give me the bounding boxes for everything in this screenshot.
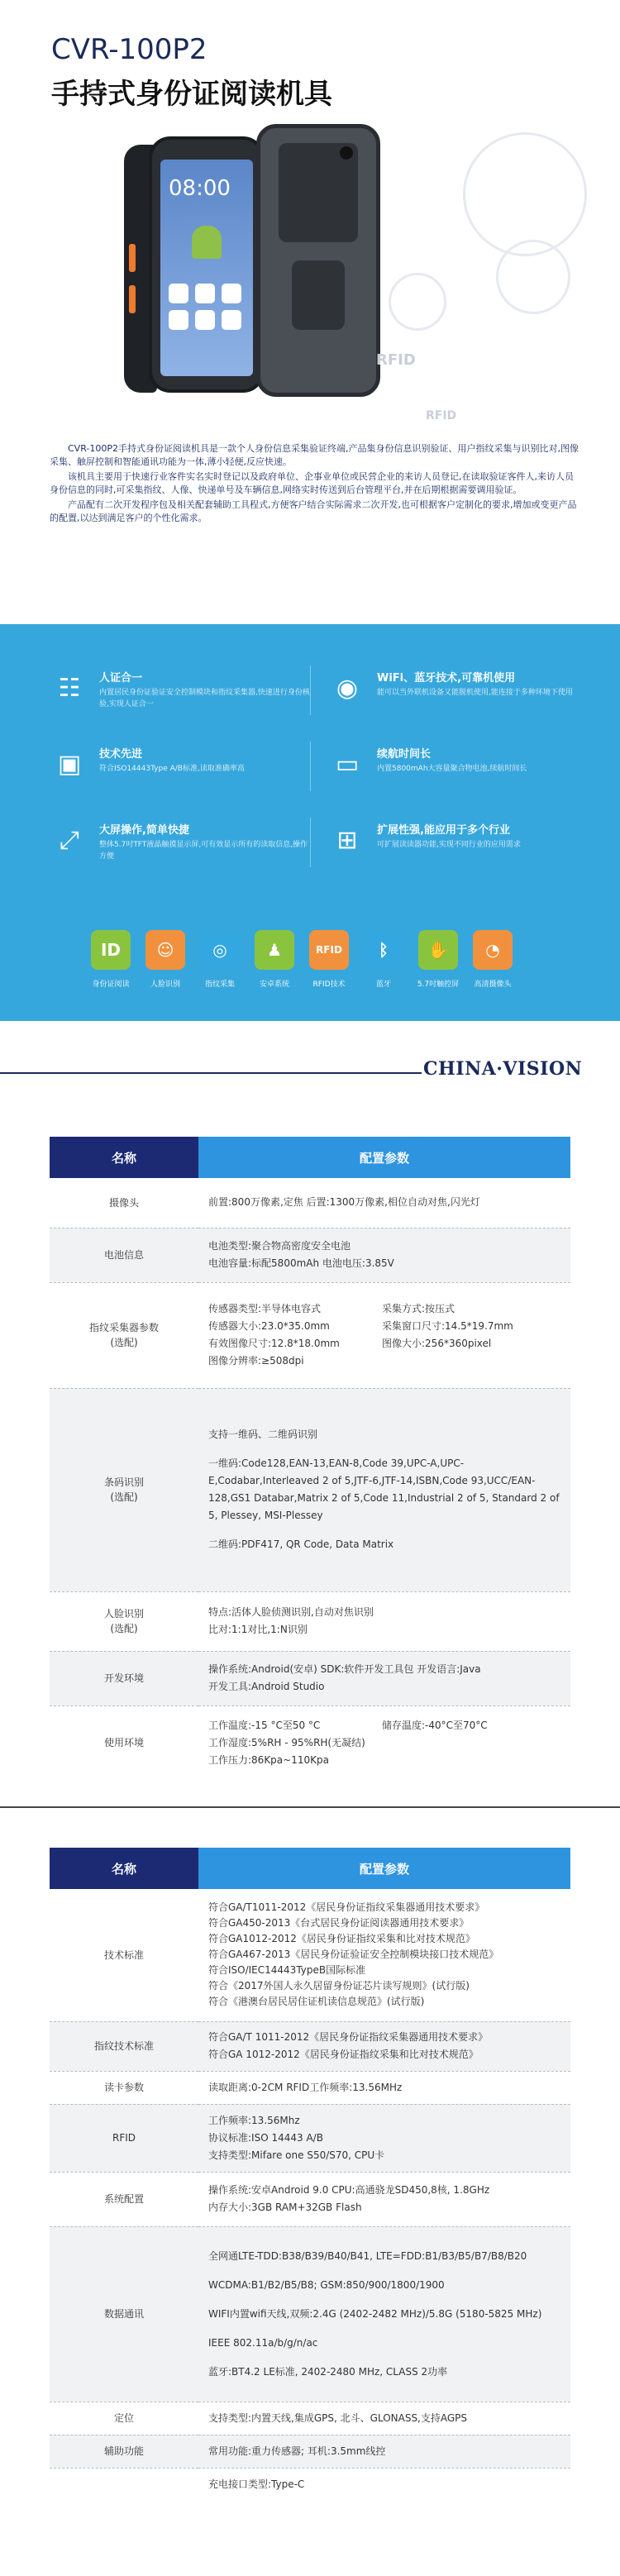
row-key: 读卡参数 [50,2071,198,2104]
feature-title: 扩展性强,能应用于多个行业 [377,824,510,837]
row-value [198,2468,570,2501]
camera-icon: ◔ [473,930,513,970]
value-line: 操作系统:安卓Android 9.0 CPU:高通骁龙SD450,8核, 1.8GHz [208,2184,490,2196]
value-line: 电池容量:标配5800mAh 电池电压:3.85V [208,1257,394,1269]
row-value [198,1178,570,1228]
capability-item [306,930,352,989]
capability-item [88,930,134,989]
feature-desc: 能可以当外联机设备又能脱机使用,能连接于多种环境下使用 [377,689,573,697]
value-line: 二维码:PDF417, QR Code, Data Matrix [208,1538,394,1550]
capability-item [470,930,516,989]
value-line: 读取距离:0-2CM RFID工作频率:13.56MHz [208,2081,403,2093]
android-icon [192,226,222,259]
row-key: 人脸识别 (选配) [50,1591,198,1651]
hero-banner [0,0,620,438]
screen-icon: ⤢ [60,826,79,855]
table-row [50,2226,570,2402]
row-value [198,2071,570,2104]
value-line: WIFI内置wifi天线,双频:2.4G (2402-2482 MHz)/5.8G (5180-5825 MHz) [208,2307,542,2320]
row-value [198,1591,570,1651]
spec-table-2 [50,1848,570,2501]
brand-logo: CHINA·VISION [423,1058,583,1080]
rfid-watermark: RFID [376,351,416,369]
row-value [198,1228,570,1282]
value-line: 一维码:Code128,EAN-13,EAN-8,Code 39,UPC-A,UPC-E,Codabar,Interleaved 2 of 5,JTF-6,JTF-14,ISBN,Code 93,UCC/EAN-128,GS1 Databar,Matrix 2 of 5,Code 11,Industrial 2 of 5, Standard 2 of 5, Plessey, MSI-Plessey [208,1457,560,1521]
feature-title: WiFi、蓝牙技术,可靠机使用 [377,672,516,685]
product-model: CVR-100P2 [51,33,207,66]
value-line: 支持一维码、二维码识别 [208,1429,318,1440]
feature-title: 续航时间长 [377,748,432,761]
value-line: 开发工具:Android Studio [208,1681,325,1692]
value-line: 支持类型:内置天线,集成GPS, 北斗、GLONASS,支持AGPS [208,2411,468,2424]
intro-paragraph: 产品配有二次开发程序包及相关配套辅助工具程式,方便客户结合实际需求二次开发,也可根据客户定制化的要求,增加或变更产品的配置,以达到满足客户的个性化需求。 [50,499,577,523]
table-row [50,2435,570,2468]
feature-item [51,816,324,882]
id-card-icon: ID [91,930,131,970]
capability-label: 人脸识别 [150,980,180,989]
feature-desc: 可扩展读读器功能,实现不同行业的应用需求 [377,841,521,849]
value-line: 工作频率:13.56Mhz [208,2114,300,2126]
device-screen [160,160,253,376]
row-key: 辅助功能 [50,2435,198,2468]
table-row [50,1705,570,1780]
capability-item [251,930,298,989]
value-pair: 传感器类型:半导体电容式 采集方式:按压式 [208,1303,455,1314]
table-row [50,1228,570,1282]
table-header-name: 名称 [50,1137,198,1178]
feature-desc: 内置居民身份证验证安全控制模块和指纹采集器,快速进行身份核验,实现人证合一 [99,689,310,708]
table-row [50,2104,570,2172]
product-title: 手持式身份证阅读机具 [51,78,332,111]
feature-title: 人证合一 [99,672,143,685]
value-line: 内存大小:3GB RAM+32GB Flash [208,2202,362,2213]
bluetooth-icon: ᛒ [364,930,403,970]
row-key: 指纹采集器参数 (选配) [50,1282,198,1388]
feature-item [329,816,602,882]
capability-item [142,930,188,989]
value-line: 符合《港澳台居民居住证机读信息规范》(试行版) [208,1996,425,2008]
table-row [50,1178,570,1228]
capability-label: 指纹采集 [204,980,235,989]
row-value [198,2226,570,2402]
value-line: 操作系统:Android(安卓) SDK:软件开发工具包 开发语言:Java [208,1663,481,1675]
row-key: 使用环境 [50,1705,198,1780]
row-value [198,1282,570,1388]
intro-paragraph: 该机具主要用于快速行业客件实名实时登记以及政府单位、企事业单位或民营企业的来访人员登记,在读取验证客件人,来访人员身份信息的同时,可采集指纹、人像、快递单号及车辆信息,网络实时传送到后台管理平台,并在后期根据需要调用验证。 [50,471,574,495]
divider [310,742,311,791]
camera-icon [340,146,353,160]
decor-circle [463,132,587,256]
device-back-image [256,124,380,397]
value-line: 特点:活体人脸侦测识别,自动对焦识别 [208,1606,374,1618]
value-line: 符合GA 1012-2012《居民身份证指纹采集和比对技术规范》 [208,2049,479,2060]
battery-icon: ▭ [335,750,360,779]
table-row [50,2172,570,2226]
value-line: IEEE 802.11a/b/g/n/ac [208,2336,318,2349]
divider [310,818,311,867]
value-line: 前置:800万像素,定焦 后置:1300万像素,相位自动对焦,闪光灯 [208,1196,480,1209]
spec-table-1 [50,1137,570,1780]
capability-item [360,930,407,989]
rfid-watermark: RFID [426,409,457,422]
row-value [198,2172,570,2226]
feature-item [329,740,602,806]
device-front-image [149,136,265,393]
feature-desc: 内置5800mAh大容量聚合物电池,续航时间长 [377,765,527,773]
row-value [198,1889,570,2021]
feature-desc: 符合ISO14443Type A/B标准,读取准确率高 [99,765,245,773]
value-line: 符合GA467-2013《居民身份证验证安全控制模块接口技术规范》 [208,1949,499,1961]
app-grid [169,284,245,330]
fingerprint-sensor [292,260,345,330]
value-line: 符合GA/T1011-2012《居民身份证指纹采集器通用技术要求》 [208,1901,485,1914]
device-clock: 08:00 [169,176,231,201]
brand-bar [0,1050,620,1083]
capability-item [415,930,461,989]
row-value [198,2435,570,2468]
id-card-icon: ☷ [58,674,81,703]
row-value [198,1705,570,1780]
value-line: 全网通LTE-TDD:B38/B39/B40/B41, LTE=FDD:B1/B3/B5/B7/B8/B20 [208,2249,527,2262]
feature-title: 大屏操作,简单快捷 [99,824,189,837]
decor-circle [496,240,570,314]
scan-button-icon [129,244,136,272]
wifi-icon: ◉ [336,674,359,703]
value-line: 常用功能:重力传感器; 耳机:3.5mm线控 [208,2445,386,2457]
value-line: WCDMA:B1/B2/B5/B8; GSM:850/900/1800/1900 [208,2278,445,2291]
row-value [198,2021,570,2071]
row-key: 电池信息 [50,1228,198,1282]
capability-item [197,930,243,989]
table-row [50,1591,570,1651]
table-row [50,2021,570,2071]
divider [310,665,311,715]
value-pair: 传感器大小:23.0*35.0mm 采集窗口尺寸:14.5*19.7mm [208,1320,513,1332]
value-line: 符合GA450-2013《台式居民身份证阅读器通用技术要求》 [208,1917,470,1930]
table-header-params: 配置参数 [198,1848,570,1889]
face-icon: ☺ [145,930,185,970]
value-line: 支持类型:Mifare one S50/S70, CPU卡 [208,2149,385,2161]
row-key: 条码识别 (选配) [50,1388,198,1591]
value-line: 工作压力:86Kpa~110Kpa [208,1753,329,1766]
expand-icon: ⊞ [336,826,358,855]
table-row [50,1282,570,1388]
capability-label: 高清摄像头 [474,980,512,989]
row-value [198,2402,570,2435]
intro-paragraph: CVR-100P2手持式身份证阅读机具是一款个人身份信息采集验证终端,产品集身份信息识别验证、用户指纹采集与识别比对,图像采集、触屏控制和智能通讯功能为一体,薄小轻便,反应快速。 [50,443,579,467]
value-line: 协议标准:ISO 14443 A/B [208,2131,323,2144]
value-line: 符合ISO/IEC14443TypeB国际标准 [208,1964,366,1977]
table-row [50,2071,570,2104]
table-row [50,1889,570,2021]
value-line: 符合GA1012-2012《居民身份证指纹采集和比对技术规范》 [208,1933,475,1945]
row-key: 摄像头 [108,1196,139,1209]
table-row [50,1651,570,1705]
row-key: RFID [50,2104,198,2172]
capability-label: 蓝牙 [375,980,391,989]
fingerprint-icon: ◎ [200,930,240,970]
capability-label: RFID技术 [312,980,346,989]
feature-item [51,740,324,806]
scan-button-icon [129,285,136,313]
value-line: 符合GA/T 1011-2012《居民身份证指纹采集器通用技术要求》 [208,2031,489,2043]
divider [0,1072,422,1074]
feature-desc: 整体5.7吋TFT液晶触摸显示屏,可有效显示所有的读取信息,操作方便 [99,841,308,861]
capability-icons [0,930,620,1021]
feature-item [329,664,602,730]
feature-item [51,664,324,730]
feature-title: 技术先进 [99,748,143,761]
row-key: 指纹技术标准 [50,2021,198,2071]
value-line: 蓝牙:BT4.2 LE标准, 2402-2480 MHz, CLASS 2功率 [208,2365,448,2378]
product-intro [50,442,579,527]
decor-circle [389,273,446,331]
row-key: 系统配置 [50,2172,198,2226]
row-key [50,2468,198,2501]
divider [0,1806,620,1808]
touch-icon: ✋ [418,930,458,970]
value-line: 工作湿度:5%RH - 95%RH(无凝结) [208,1736,365,1748]
value-pair: 有效图像尺寸:12.8*18.0mm 图像大小:256*360pixel [208,1338,492,1349]
value-line: 符合《2017外国人永久居留身份证芯片读写规则》(试行版) [208,1980,470,1992]
table-header-name: 名称 [50,1848,198,1889]
table-row [50,1388,570,1591]
value-line: 比对:1:1对比,1:N识别 [208,1624,308,1635]
row-value [198,1388,570,1591]
rfid-icon: RFID [309,930,349,970]
capability-label: 安卓系统 [259,980,289,989]
value-line: 充电接口类型:Type-C [208,2478,305,2490]
chip-icon: ▣ [57,750,82,779]
value-line: 图像分辨率:≥508dpi [208,1355,304,1367]
value-line: 电池类型:聚合物高密度安全电池 [208,1240,351,1252]
row-key: 技术标准 [103,1949,144,1961]
table-header-params: 配置参数 [198,1137,570,1178]
table-row [50,2468,570,2501]
android-icon: ♟ [255,930,294,970]
row-key: 开发环境 [50,1651,198,1705]
capability-label: 身份证阅读 [92,980,130,989]
row-value [198,1651,570,1705]
value-pair: 工作温度:-15 °C至50 °C 储存温度:-40°C至70°C [208,1719,488,1731]
row-key: 数据通讯 [50,2226,198,2402]
row-key: 定位 [50,2402,198,2435]
row-value [198,2104,570,2172]
table-row [50,2402,570,2435]
capability-label: 5.7吋触控屏 [417,980,460,989]
